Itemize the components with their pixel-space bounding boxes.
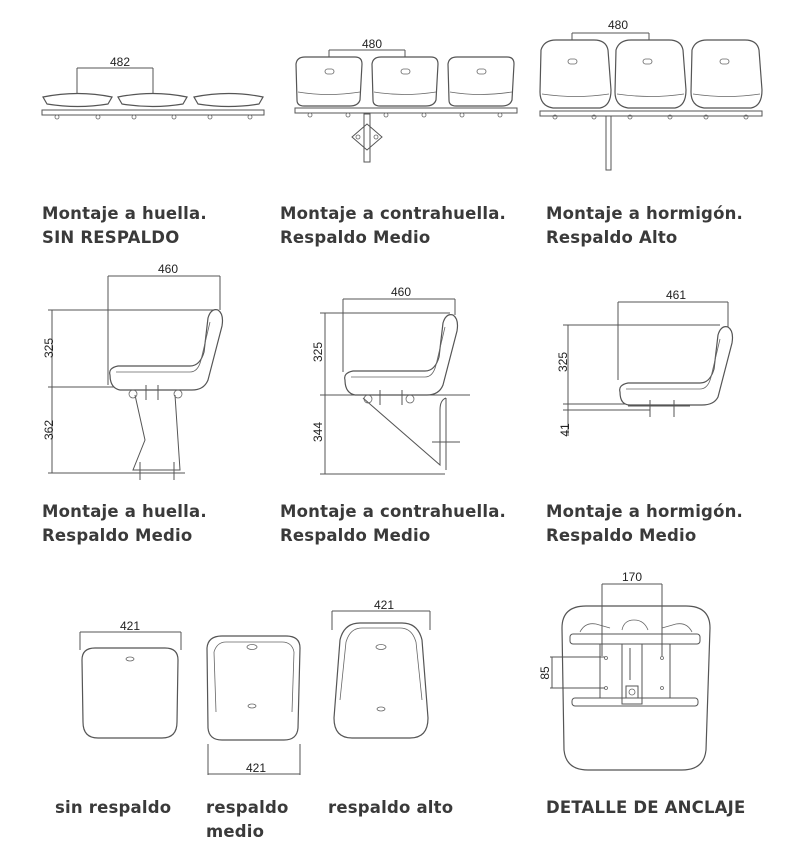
dim-421: 421	[119, 619, 141, 633]
caption-riser-medium-side	[280, 500, 506, 548]
caption-concrete-high	[546, 202, 743, 250]
row2-side-view-concrete	[556, 288, 733, 437]
caption-line: Respaldo Medio	[546, 526, 697, 545]
row1-seat-no-backrest	[42, 55, 264, 119]
caption-line: SIN RESPALDO	[42, 228, 180, 247]
caption-detalle-anclaje: DETALLE DE ANCLAJE	[546, 798, 746, 817]
row1-seat-medium-backrest	[295, 37, 517, 162]
dim-85: 85	[538, 666, 552, 680]
row2-side-view-riser	[311, 285, 470, 474]
dim-seat-height: 325	[311, 341, 325, 363]
caption-line: Montaje a contrahuella.	[280, 502, 507, 521]
dim-480-high: 480	[607, 18, 629, 32]
dim-width: 460	[157, 262, 179, 276]
caption-line: Montaje a hormigón.	[546, 204, 744, 223]
dim-170: 170	[621, 570, 643, 584]
row3-front-no-backrest	[80, 619, 181, 738]
caption-respaldo-medio	[206, 796, 289, 844]
dim-support-height: 344	[311, 421, 325, 443]
caption-line: Respaldo Medio	[280, 526, 431, 545]
caption-line: Montaje a huella.	[42, 502, 207, 521]
caption-line: Montaje a hormigón.	[546, 502, 744, 521]
caption-line: medio	[206, 822, 265, 841]
dim-support-height: 362	[42, 419, 56, 441]
caption-line: Respaldo Alto	[546, 228, 678, 247]
row2-side-view-tread	[42, 262, 223, 480]
caption-sin-respaldo: sin respaldo	[55, 798, 172, 817]
caption-tread-no-backrest	[42, 202, 207, 250]
row3-front-medium-backrest	[207, 636, 300, 775]
caption-riser-medium	[280, 202, 506, 250]
caption-line: respaldo	[206, 798, 289, 817]
caption-tread-medium	[42, 500, 207, 548]
dim-seat-height: 325	[556, 351, 570, 373]
caption-concrete-medium	[546, 500, 743, 548]
row1-seat-high-backrest	[540, 18, 762, 170]
caption-line: Montaje a contrahuella.	[280, 204, 507, 223]
dim-width: 461	[665, 288, 687, 302]
dim-seat-height: 325	[42, 337, 56, 359]
dim-482: 482	[109, 55, 131, 69]
caption-line: Respaldo Medio	[42, 526, 193, 545]
caption-line: Respaldo Medio	[280, 228, 431, 247]
dim-480: 480	[361, 37, 383, 51]
row3-front-high-backrest	[332, 598, 430, 738]
dim-support-height: 41	[558, 423, 572, 437]
caption-respaldo-alto: respaldo alto	[328, 798, 454, 817]
caption-line: Montaje a huella.	[42, 204, 207, 223]
row3-anchor-detail	[538, 570, 710, 770]
dim-421: 421	[245, 761, 267, 775]
dim-421: 421	[373, 598, 395, 612]
dim-width: 460	[390, 285, 412, 299]
